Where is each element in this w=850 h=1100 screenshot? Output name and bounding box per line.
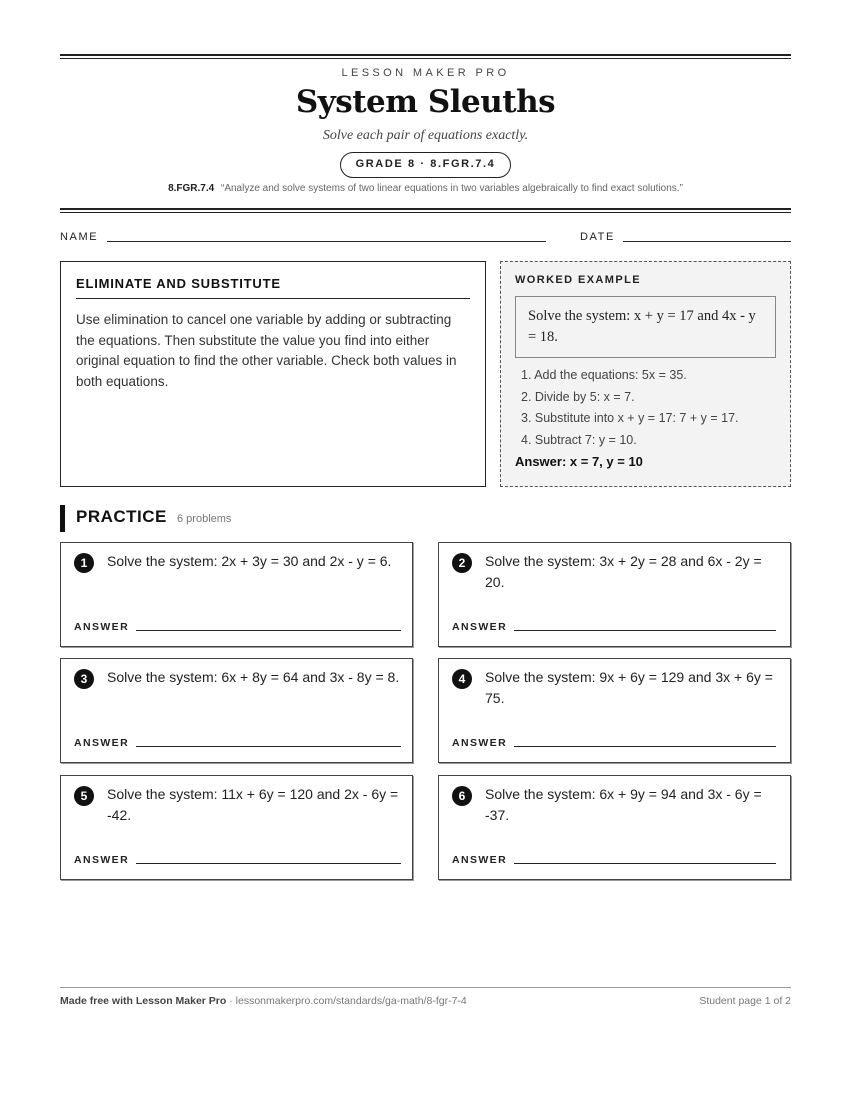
- worked-example-title: WORKED EXAMPLE: [515, 274, 641, 286]
- instructions-text: Use elimination to cancel one variable by adding or subtracting the equations. Then substitute the value you find into either original equation to find the other variable. Check both values in both equations.: [76, 312, 457, 389]
- answer-field[interactable]: [136, 630, 401, 631]
- footer-page-number: Student page 1 of 2: [699, 995, 791, 1007]
- footer-url[interactable]: · lessonmakerpro.com/standards/ga-math/8-fgr-7-4: [226, 995, 467, 1007]
- worksheet-page: [60, 0, 791, 1100]
- problem-number-badge: 6: [452, 786, 472, 806]
- problem-text: Solve the system: 2x + 3y = 30 and 2x - y = 6.: [107, 553, 392, 569]
- problem-number-badge: 4: [452, 669, 472, 689]
- problem-number-badge: 3: [74, 669, 94, 689]
- answer-field[interactable]: [514, 863, 776, 864]
- worked-example-step: 3. Substitute into x + y = 17: 7 + y = 17.: [521, 411, 739, 425]
- footer-rule: [60, 987, 791, 988]
- problem-card-4: [438, 658, 791, 763]
- worked-example-step: 2. Divide by 5: x = 7.: [521, 389, 635, 404]
- worked-example-step: 1. Add the equations: 5x = 35.: [521, 368, 687, 382]
- problem-number-badge: 1: [74, 553, 94, 573]
- footer-credit: [60, 995, 467, 1007]
- practice-accent-bar: [60, 505, 65, 532]
- name-field[interactable]: [107, 241, 546, 242]
- page-subtitle: Solve each pair of equations exactly.: [322, 128, 529, 143]
- worked-example-answer: Answer: x = 7, y = 10: [515, 454, 643, 469]
- worked-example-problem: Solve the system: x + y = 17 and 4x - y = 18.: [515, 296, 776, 358]
- date-label: DATE: [580, 231, 615, 243]
- problem-text: Solve the system: 11x + 6y = 120 and 2x - 6y = -42.: [107, 786, 399, 823]
- answer-field[interactable]: [514, 630, 776, 631]
- answer-label: ANSWER: [74, 621, 130, 633]
- answer-field[interactable]: [136, 746, 401, 747]
- worked-example-panel: [500, 261, 791, 487]
- problem-text: Solve the system: 6x + 8y = 64 and 3x - 8y = 8.: [107, 669, 400, 685]
- grade-badge: GRADE 8 · 8.FGR.7.4: [340, 152, 511, 178]
- problem-text: Solve the system: 9x + 6y = 129 and 3x + 6y = 75.: [485, 669, 773, 706]
- worked-example-step: 4. Subtract 7: y = 10.: [521, 432, 637, 447]
- header-rule-bottom: [60, 208, 791, 213]
- worked-example-steps: [515, 365, 776, 451]
- answer-label: ANSWER: [452, 621, 508, 633]
- instructions-panel: [60, 261, 486, 487]
- standard-code: 8.FGR.7.4: [168, 183, 215, 194]
- date-field[interactable]: [623, 241, 791, 242]
- practice-count: 6 problems: [177, 513, 232, 525]
- instructions-title: ELIMINATE AND SUBSTITUTE: [76, 276, 470, 299]
- brand-name: LESSON MAKER PRO: [341, 67, 510, 79]
- problem-card-1: [60, 542, 413, 647]
- standard-text: “Analyze and solve systems of two linear equations in two variables algebraically to find exact solutions.”: [221, 183, 683, 194]
- page-title: System Sleuths: [295, 84, 556, 120]
- answer-label: ANSWER: [74, 854, 130, 866]
- footer-made-with: Made free with Lesson Maker Pro: [60, 995, 227, 1007]
- header-rule-top: [60, 54, 791, 59]
- problem-number-badge: 5: [74, 786, 94, 806]
- answer-field[interactable]: [136, 863, 401, 864]
- problem-card-2: [438, 542, 791, 647]
- problem-number-badge: 2: [452, 553, 472, 573]
- problem-card-6: [438, 775, 791, 880]
- answer-label: ANSWER: [452, 854, 508, 866]
- problem-card-5: [60, 775, 413, 880]
- answer-label: ANSWER: [74, 737, 130, 749]
- problem-text: Solve the system: 6x + 9y = 94 and 3x - 6y = -37.: [485, 786, 762, 823]
- answer-field[interactable]: [514, 746, 776, 747]
- standard-description: [60, 183, 791, 194]
- problem-text: Solve the system: 3x + 2y = 28 and 6x - 2y = 20.: [485, 553, 762, 590]
- answer-label: ANSWER: [452, 737, 508, 749]
- name-label: NAME: [60, 231, 99, 243]
- practice-title: PRACTICE: [76, 507, 167, 526]
- problem-card-3: [60, 658, 413, 763]
